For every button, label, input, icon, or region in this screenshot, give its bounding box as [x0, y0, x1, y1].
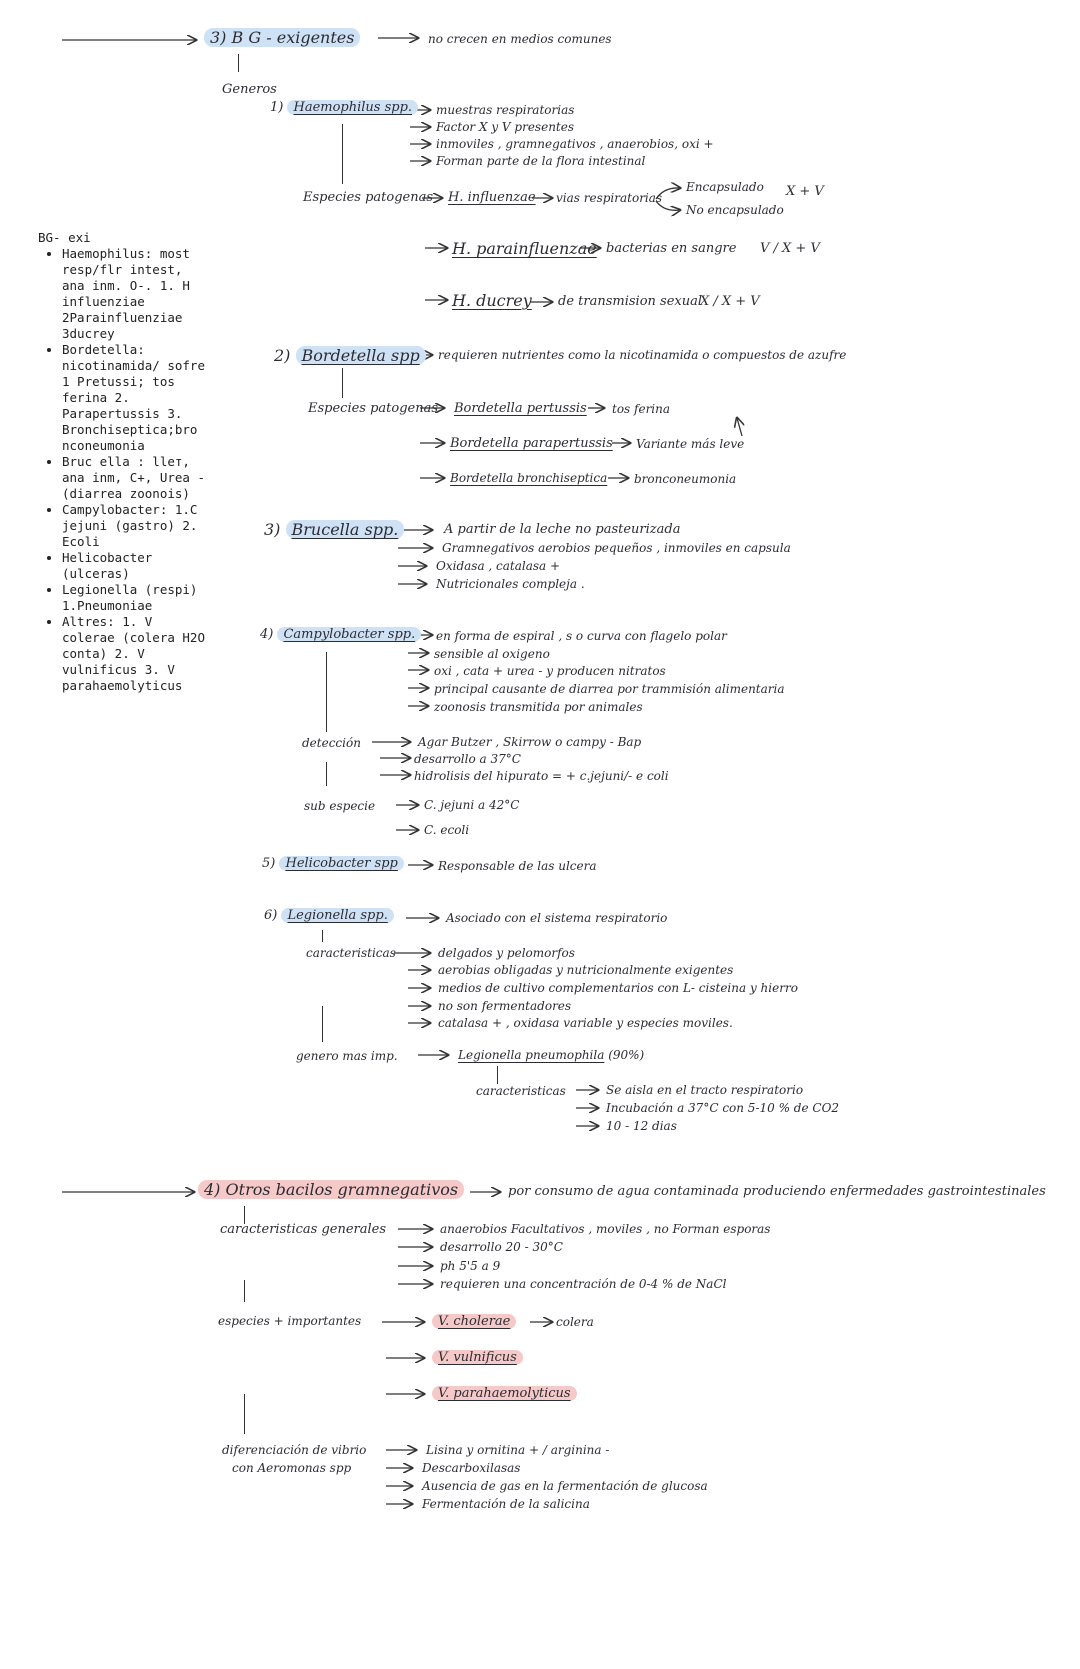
bordetella-heading	[274, 346, 426, 365]
tree-line	[322, 1006, 323, 1042]
brucella-name: Brucella spp.	[286, 520, 405, 539]
v-parahaemolyticus-name: V. parahaemolyticus	[432, 1386, 577, 1401]
h-influenzae-desc: vias respiratorias	[556, 191, 663, 205]
legionella-prop: catalasa + , oxidasa variable y especies moviles.	[438, 1016, 733, 1030]
encapsulado: Encapsulado	[686, 180, 764, 194]
sidebar-title: BG- exi	[38, 230, 91, 245]
sidebar-item: • Legionella (respi) 1.Pneumoniae	[62, 582, 208, 614]
section4-heading	[198, 1180, 464, 1199]
no-encapsulado: No encapsulado	[686, 203, 784, 217]
brucella-heading	[264, 520, 404, 539]
haemophilus-prop: Factor X y V presentes	[436, 120, 575, 134]
v-cholerae-desc: colera	[556, 1315, 594, 1329]
section4-prop: desarrollo 20 - 30°C	[440, 1240, 563, 1254]
b-bronchiseptica: Bordetella bronchiseptica	[450, 471, 608, 485]
bordetella-number: 2)	[274, 346, 291, 365]
section3-heading	[204, 28, 360, 47]
helicobacter-name: Helicobacter spp	[279, 856, 403, 871]
subespecie-label: sub especie	[304, 799, 376, 813]
bordetella-especies-label: Especies patogenas	[308, 401, 439, 416]
b-pertussis: Bordetella pertussis	[454, 401, 587, 416]
dif-item: Ausencia de gas en la fermentación de glucosa	[422, 1479, 708, 1493]
deteccion-item: hidrolisis del hipurato = + c.jejuni/- e coli	[414, 769, 669, 783]
b-pertussis-desc: tos ferina	[612, 402, 671, 416]
deteccion-item: desarrollo a 37°C	[414, 752, 521, 766]
campylobacter-number: 4)	[260, 627, 274, 642]
legionella-pneumophila	[458, 1048, 644, 1062]
dif-item: Lisina y ornitina + / arginina -	[426, 1443, 610, 1457]
dif-label-1: diferenciación de vibrio	[222, 1443, 367, 1457]
legionella-prop: aerobias obligadas y nutricionalmente exigentes	[438, 963, 734, 977]
section4-especies-label: especies + importantes	[218, 1314, 362, 1328]
v-cholerae-name: V. cholerae	[432, 1314, 516, 1329]
legionella-name: Legionella spp.	[281, 908, 393, 923]
factor-xv: X + V	[786, 184, 824, 199]
sidebar-item: • Bordetella: nicotinamida/ sofre 1 Pretussi; tos ferina 2. Parapertussis 3. Bronchiseptica;bro nconeumonia	[62, 342, 208, 454]
campylobacter-prop: oxi , cata + urea - y producen nitratos	[434, 664, 666, 678]
tree-line	[244, 1394, 245, 1434]
section4-title: Otros bacilos gramnegativos	[225, 1180, 459, 1199]
v-vulnificus-name: V. vulnificus	[432, 1350, 523, 1365]
haemophilus-prop: muestras respiratorias	[436, 103, 575, 117]
v-vulnificus	[432, 1350, 523, 1365]
brucella-prop: Nutricionales compleja .	[436, 577, 585, 591]
helicobacter-heading	[262, 856, 404, 871]
dif-label-2: con Aeromonas spp	[232, 1461, 352, 1475]
v-cholerae	[432, 1314, 516, 1329]
deteccion-label: detección	[302, 736, 361, 750]
legionella-caract-label: caracteristicas	[306, 946, 396, 960]
h-parainfluenzae-desc: bacterias en sangre	[606, 241, 737, 256]
deteccion-item: Agar Butzer , Skirrow o campy - Bap	[418, 735, 642, 749]
summary-sidebar	[38, 230, 208, 694]
b-bronchiseptica-desc: bronconeumonia	[634, 472, 737, 486]
campylobacter-prop: sensible al oxigeno	[434, 647, 550, 661]
brucella-prop: A partir de la leche no pasteurizada	[444, 522, 681, 537]
tree-line	[342, 124, 343, 184]
legionella-prop: delgados y pelomorfos	[438, 946, 575, 960]
v-parahaemolyticus	[432, 1386, 577, 1401]
helicobacter-desc: Responsable de las ulcera	[438, 859, 597, 873]
section3-description: no crecen en medios comunes	[428, 32, 612, 46]
sidebar-item: • Haemophilus: most resp/flr intest, ana inm. O-. 1. H influenziae 2Parainfluenziae 3ducrey	[62, 246, 208, 342]
brucella-prop: Oxidasa , catalasa +	[436, 559, 561, 573]
dif-item: Descarboxilasas	[422, 1461, 521, 1475]
haemophilus-heading	[270, 100, 418, 115]
haemophilus-prop: Forman parte de la flora intestinal	[436, 154, 646, 168]
section3-title: B G - exigentes	[231, 28, 355, 47]
h-parainfluenzae-factor: V / X + V	[760, 241, 820, 256]
legionella-prop2: Incubación a 37°C con 5-10 % de CO2	[606, 1101, 840, 1115]
legionella-prop: no son fermentadores	[438, 999, 572, 1013]
legionella-pneumophila-name: Legionella pneumophila	[458, 1048, 605, 1062]
haemophilus-prop: inmoviles , gramnegativos , anaerobios, oxi +	[436, 137, 714, 151]
b-parapertussis: Bordetella parapertussis	[450, 436, 613, 451]
tree-line	[244, 1280, 245, 1302]
section4-caract-label: caracteristicas generales	[220, 1222, 387, 1237]
tree-line	[326, 652, 327, 732]
dif-item: Fermentación de la salicina	[422, 1497, 590, 1511]
b-parapertussis-desc: Variante más leve	[636, 437, 745, 451]
h-ducrey-factor: X / X + V	[700, 294, 760, 309]
h-ducrey: H. ducrey	[452, 291, 532, 310]
legionella-prop2: 10 - 12 dias	[606, 1119, 677, 1133]
tree-line	[322, 930, 323, 942]
tree-line	[238, 54, 239, 72]
bordetella-name: Bordetella spp	[296, 346, 426, 365]
campylobacter-prop: zoonosis transmitida por animales	[434, 700, 643, 714]
section4-description: por consumo de agua contaminada produciendo enfermedades gastrointestinales	[508, 1184, 1046, 1199]
campylobacter-heading	[260, 627, 421, 642]
brucella-prop: Gramnegativos aerobios pequeños , inmoviles en capsula	[442, 541, 791, 555]
sidebar-item: • Helicobacter (ulceras)	[62, 550, 208, 582]
legionella-genero-label: genero mas imp.	[296, 1049, 398, 1063]
h-parainfluenzae: H. parainfluenzae	[452, 239, 597, 258]
brucella-number: 3)	[264, 520, 281, 539]
legionella-heading	[264, 908, 394, 923]
sidebar-item: • Altres: 1. V colerae (colera H2O conta) 2. V vulnificus 3. V parahaemolyticus	[62, 614, 208, 694]
section4-number: 4)	[204, 1180, 221, 1199]
campylobacter-prop: en forma de espiral , s o curva con flagelo polar	[436, 629, 727, 643]
tree-line	[342, 368, 343, 398]
generos-label: Generos	[222, 82, 277, 97]
sidebar-item: • Bruc ella : lleт, ana inm, C+, Urea - (diarrea zoonois)	[62, 454, 208, 502]
haemophilus-especies-label: Especies patogenas	[303, 190, 434, 205]
haemophilus-name: Haemophilus spp.	[287, 100, 418, 115]
tree-line	[497, 1066, 498, 1084]
legionella-prop2: Se aisla en el tracto respiratorio	[606, 1083, 804, 1097]
legionella-pneumophila-pct: (90%)	[608, 1048, 645, 1062]
campylobacter-prop: principal causante de diarrea por trammisión alimentaria	[434, 682, 785, 696]
legionella-prop: medios de cultivo complementarios con L- cisteina y hierro	[438, 981, 798, 995]
section4-prop: anaerobios Facultativos , moviles , no Forman esporas	[440, 1222, 771, 1236]
subespecie-item: C. ecoli	[424, 823, 470, 837]
section4-prop: ph 5'5 a 9	[440, 1259, 501, 1273]
sidebar-item: • Campylobacter: 1.C jejuni (gastro) 2. Ecoli	[62, 502, 208, 550]
bordetella-desc: requieren nutrientes como la nicotinamida o compuestos de azufre	[438, 348, 847, 362]
section4-prop: requieren una concentración de 0-4 % de NaCl	[440, 1277, 727, 1291]
subespecie-item: C. jejuni a 42°C	[424, 798, 520, 812]
legionella-caract2-label: caracteristicas	[476, 1084, 566, 1098]
section3-number: 3)	[210, 28, 227, 47]
legionella-desc: Asociado con el sistema respiratorio	[446, 911, 668, 925]
tree-line	[326, 762, 327, 786]
helicobacter-number: 5)	[262, 856, 276, 871]
campylobacter-name: Campylobacter spp.	[277, 627, 421, 642]
haemophilus-number: 1)	[270, 100, 284, 115]
h-ducrey-desc: de transmision sexual	[558, 294, 703, 309]
legionella-number: 6)	[264, 908, 278, 923]
h-influenzae: H. influenzae	[448, 190, 536, 205]
